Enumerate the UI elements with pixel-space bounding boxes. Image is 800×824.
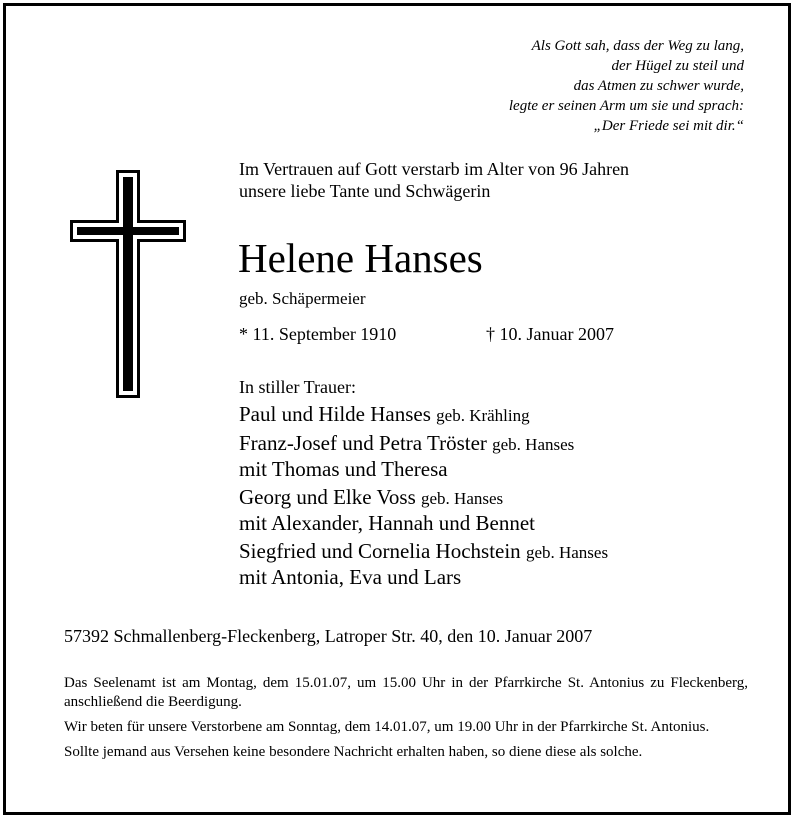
service-info (64, 674, 748, 768)
address-line: 57392 Schmallenberg-Fleckenberg, Latroper Str. 40, den 10. Januar 2007 (64, 626, 593, 646)
mourner-nee: geb. Hanses (525, 543, 609, 562)
mourner-names: Paul und Hilde Hanses (239, 402, 431, 426)
poem (509, 36, 744, 136)
info-paragraph: Wir beten für unsere Verstorbene am Sonntag, dem 14.01.07, um 19.00 Uhr in der Pfarrkirche St. Antonius. (64, 719, 710, 735)
mourner-names: Georg und Elke Voss (239, 485, 416, 509)
mourner-nee: geb. Hanses (492, 435, 575, 454)
intro-line: Im Vertrauen auf Gott verstarb im Alter von 96 Jahren (239, 159, 630, 179)
poem-line: das Atmen zu schwer wurde, (573, 78, 744, 94)
birth-name: geb. Schäpermeier (239, 289, 366, 308)
mourner-entry (239, 431, 608, 482)
obituary-notice (3, 3, 791, 815)
poem-line: „Der Friede sei mit dir.“ (593, 118, 744, 134)
mourner-entry (239, 485, 608, 536)
mourners-list (239, 402, 608, 593)
info-paragraph: Sollte jemand aus Versehen keine besondere Nachricht erhalten haben, so diene diese als solche. (64, 744, 643, 760)
mourner-entry (239, 539, 608, 590)
info-paragraph: Das Seelenamt ist am Montag, dem 15.01.07, um 15.00 Uhr in der Pfarrkirche St. Antonius zu Fleckenberg, anschließend die Beerdigung. (64, 675, 748, 710)
death-date: † 10. Januar 2007 (486, 324, 614, 344)
poem-line: der Hügel zu steil und (611, 58, 744, 74)
intro-text (239, 158, 747, 202)
poem-line: legte er seinen Arm um sie und sprach: (508, 98, 744, 114)
cross-icon (68, 168, 188, 400)
mourner-names: Franz-Josef und Petra Tröster (239, 431, 487, 455)
mourner-nee: geb. Krähling (436, 406, 530, 425)
mourner-children: mit Antonia, Eva und Lars (239, 565, 462, 589)
mourner-children: mit Thomas und Theresa (239, 457, 448, 481)
mourner-nee: geb. Hanses (421, 489, 504, 508)
deceased-name: Helene Hanses (238, 235, 483, 281)
birth-date: * 11. September 1910 (239, 324, 397, 344)
mourner-names: Siegfried und Cornelia Hochstein (239, 539, 521, 563)
intro-line: unsere liebe Tante und Schwägerin (239, 181, 491, 201)
mourner-entry (239, 402, 608, 428)
poem-line: Als Gott sah, dass der Weg zu lang, (531, 38, 744, 54)
mourner-children: mit Alexander, Hannah und Bennet (239, 511, 535, 535)
mourning-label: In stiller Trauer: (239, 377, 356, 397)
